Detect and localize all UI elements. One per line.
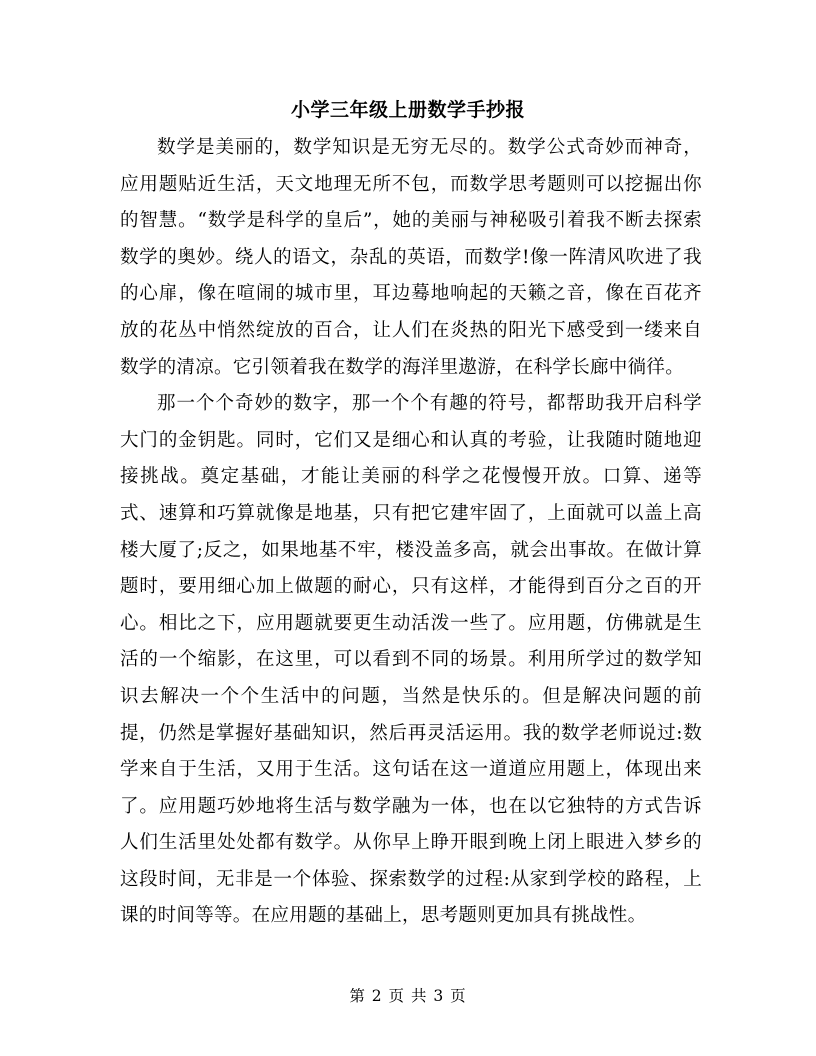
paragraph-1: 数学是美丽的，数学知识是无穷无尽的。数学公式奇妙而神奇，应用题贴近生活，天文地理无所不包，而数学思考题则可以挖掘出你的智慧。“数学是科学的皇后”，她的美丽与神秘吸引着我不断去探索数学的奥妙。绕人的语文，杂乱的英语，而数学!像一阵清风吹进了我的心扉，像在喧闹的城市里，耳边蓦地响起的天籁之音，像在百花齐放的花丛中悄然绽放的百合，让人们在炎热的阳光下感受到一缕来自数学的清凉。它引领着我在数学的海洋里遨游，在科学长廊中徜徉。 [120, 137, 702, 378]
document-body [120, 130, 702, 935]
document-title: 小学三年级上册数学手抄报 [290, 99, 525, 121]
paragraph-2: 那一个个奇妙的数字，那一个个有趣的符号，都帮助我开启科学大门的金钥匙。同时，它们又是细心和认真的考验，让我随时随地迎接挑战。奠定基础，才能让美丽的科学之花慢慢开放。口算、递等式、速算和巧算就像是地基，只有把它建牢固了，上面就可以盖上高楼大厦了;反之，如果地基不牢，楼没盖多高，就会出事故。在做计算题时，要用细心加上做题的耐心，只有这样，才能得到百分之百的开心。相比之下，应用题就要更生动活泼一些了。应用题，仿佛就是生活的一个缩影，在这里，可以看到不同的场景。利用所学过的数学知识去解决一个个生活中的问题，当然是快乐的。但是解决问题的前提，仍然是掌握好基础知识，然后再灵活运用。我的数学老师说过:数学来自于生活，又用于生活。这句话在这一道道应用题上，体现出来了。应用题巧妙地将生活与数学融为一体，也在以它独特的方式告诉人们生活里处处都有数学。从你早上睁开眼到晚上闭上眼进入梦乡的这段时间，无非是一个体验、探索数学的过程:从家到学校的路程，上课的时间等等。在应用题的基础上，思考题则更加具有挑战性。 [120, 393, 702, 927]
page-number: 第 2 页 共 3 页 [349, 987, 467, 1005]
